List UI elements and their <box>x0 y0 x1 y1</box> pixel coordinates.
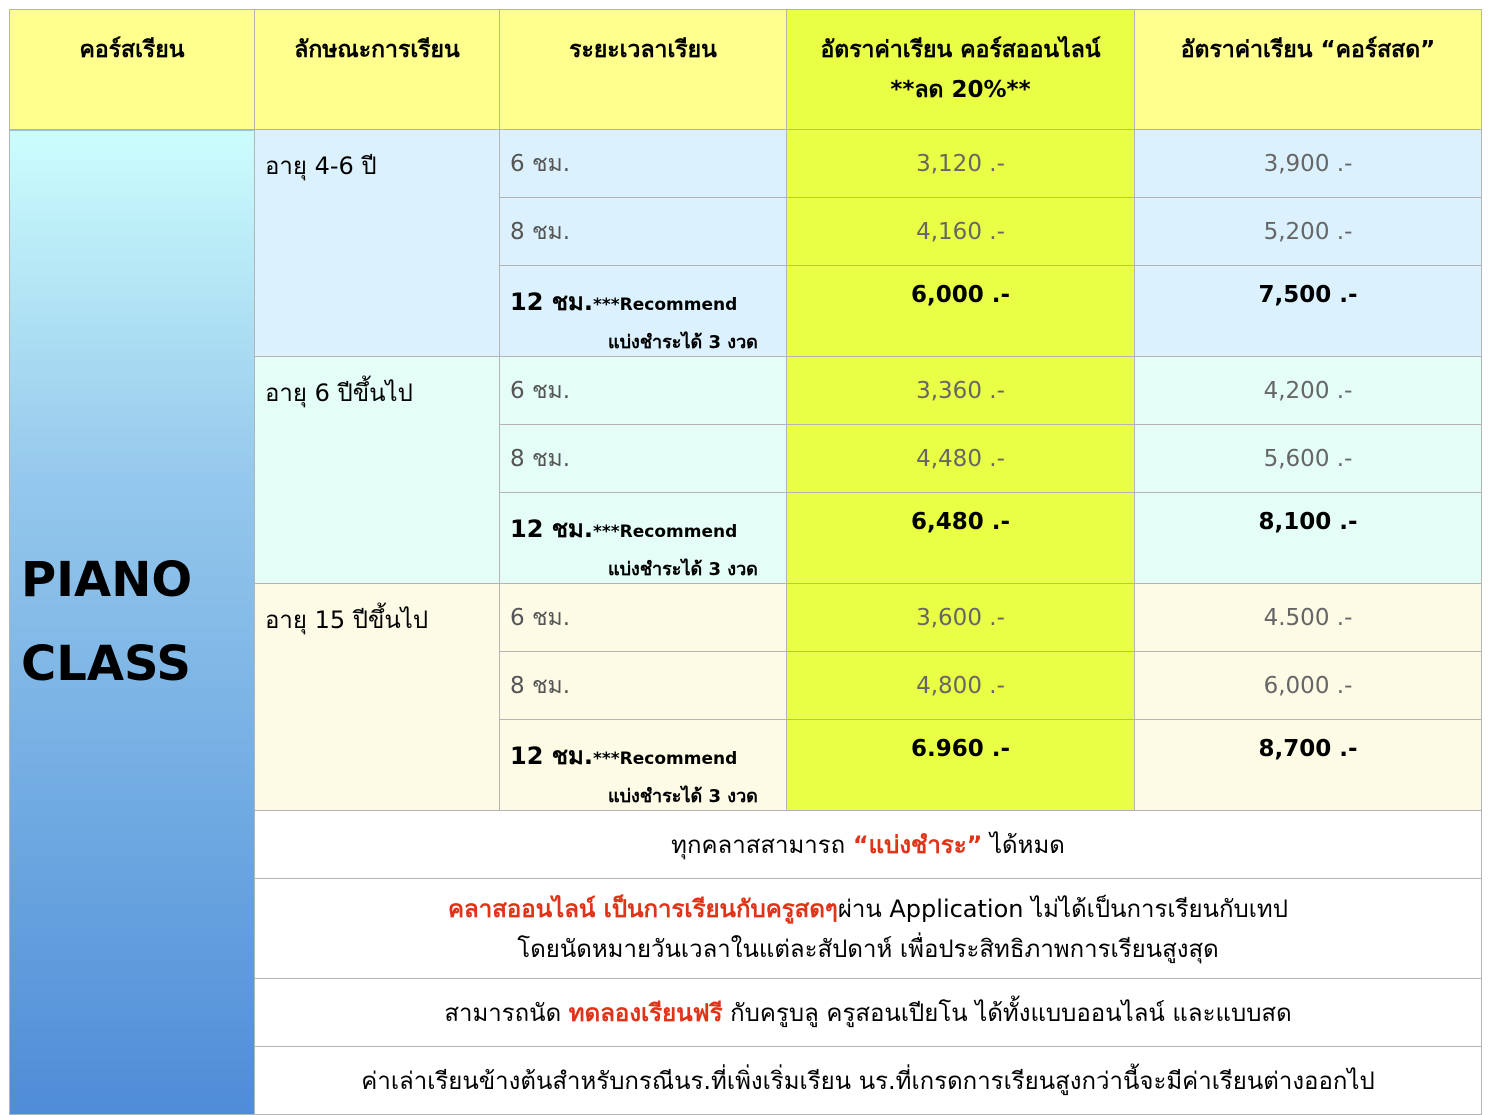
header-offline-price: อัตราค่าเรียน “คอร์สสด” <box>1135 10 1482 130</box>
header-online-price <box>787 10 1135 130</box>
note-trial-highlight: ทดลองเรียนฟรี <box>568 998 723 1027</box>
header-type: ลักษณะการเรียน <box>255 10 500 130</box>
note-installment-highlight: “แบ่งชำระ” <box>852 830 983 859</box>
table-row <box>10 130 1482 198</box>
note-trial-post: กับครูบลู ครูสอนเปียโน ได้ทั้งแบบออนไลน์ และแบบสด <box>722 998 1292 1027</box>
recommend-tag: ***Recommend <box>592 295 738 315</box>
online-price-cell: 6,480 .- <box>787 493 1135 584</box>
online-price-cell: 4,800 .- <box>787 652 1135 720</box>
age-group-1: อายุ 4-6 ปี <box>255 130 500 357</box>
installment-note: แบ่งชำระได้ 3 งวด <box>608 786 758 807</box>
offline-price-cell: 8,700 .- <box>1135 720 1482 811</box>
duration-cell-recommended <box>500 266 787 357</box>
note-online <box>255 879 1482 979</box>
header-online-line1: อัตราค่าเรียน คอร์สออนไลน์ <box>820 37 1101 63</box>
header-row <box>10 10 1482 130</box>
online-price-cell: 3,360 .- <box>787 357 1135 425</box>
offline-price-cell: 7,500 .- <box>1135 266 1482 357</box>
offline-price-cell: 4,200 .- <box>1135 357 1482 425</box>
note-trial-pre: สามารถนัด <box>444 998 569 1027</box>
duration-cell-recommended <box>500 720 787 811</box>
course-name-line1: PIANO <box>21 552 193 608</box>
duration-cell: 8 ชม. <box>500 652 787 720</box>
duration-cell: 6 ชม. <box>500 130 787 198</box>
duration-cell: 8 ชม. <box>500 198 787 266</box>
online-price-cell: 3,600 .- <box>787 584 1135 652</box>
installment-note: แบ่งชำระได้ 3 งวด <box>608 332 758 353</box>
recommend-hours: 12 ชม. <box>510 515 593 543</box>
offline-price-cell: 6,000 .- <box>1135 652 1482 720</box>
note-fee: ค่าเล่าเรียนข้างต้นสำหรับกรณีนร.ที่เพิ่งเริ่มเรียน นร.ที่เกรดการเรียนสูงกว่านี้จะมีค่าเรียนต่างออกไป <box>255 1047 1482 1115</box>
age-group-2: อายุ 6 ปีขึ้นไป <box>255 357 500 584</box>
course-name-line2: CLASS <box>21 636 191 692</box>
installment-note: แบ่งชำระได้ 3 งวด <box>608 559 758 580</box>
note-installment-pre: ทุกคลาสสามารถ <box>671 830 853 859</box>
note-installment <box>255 811 1482 879</box>
duration-cell-recommended <box>500 493 787 584</box>
note-trial <box>255 979 1482 1047</box>
recommend-tag: ***Recommend <box>592 749 738 769</box>
header-online-discount: **ลด 20%** <box>890 77 1031 103</box>
duration-cell: 6 ชม. <box>500 584 787 652</box>
duration-cell: 8 ชม. <box>500 425 787 493</box>
duration-cell: 6 ชม. <box>500 357 787 425</box>
header-course: คอร์สเรียน <box>10 10 255 130</box>
offline-price-cell: 8,100 .- <box>1135 493 1482 584</box>
recommend-hours: 12 ชม. <box>510 742 593 770</box>
online-price-cell: 4,480 .- <box>787 425 1135 493</box>
online-price-cell: 6.960 .- <box>787 720 1135 811</box>
pricing-table <box>9 9 1482 1115</box>
offline-price-cell: 4.500 .- <box>1135 584 1482 652</box>
note-online-post: ผ่าน Application ไม่ได้เป็นการเรียนกับเทป <box>837 894 1288 923</box>
online-price-cell: 6,000 .- <box>787 266 1135 357</box>
recommend-tag: ***Recommend <box>592 522 738 542</box>
note-online-highlight: คลาสออนไลน์ เป็นการเรียนกับครูสดๆ <box>448 894 838 923</box>
age-group-3: อายุ 15 ปีขึ้นไป <box>255 584 500 811</box>
online-price-cell: 3,120 .- <box>787 130 1135 198</box>
online-price-cell: 4,160 .- <box>787 198 1135 266</box>
note-online-line2: โดยนัดหมายวันเวลาในแต่ละสัปดาห์ เพื่อประสิทธิภาพการเรียนสูงสุด <box>517 934 1219 963</box>
course-name-cell <box>10 130 255 1115</box>
note-installment-post: ได้หมด <box>982 830 1065 859</box>
offline-price-cell: 5,200 .- <box>1135 198 1482 266</box>
offline-price-cell: 3,900 .- <box>1135 130 1482 198</box>
recommend-hours: 12 ชม. <box>510 288 593 316</box>
header-duration: ระยะเวลาเรียน <box>500 10 787 130</box>
offline-price-cell: 5,600 .- <box>1135 425 1482 493</box>
